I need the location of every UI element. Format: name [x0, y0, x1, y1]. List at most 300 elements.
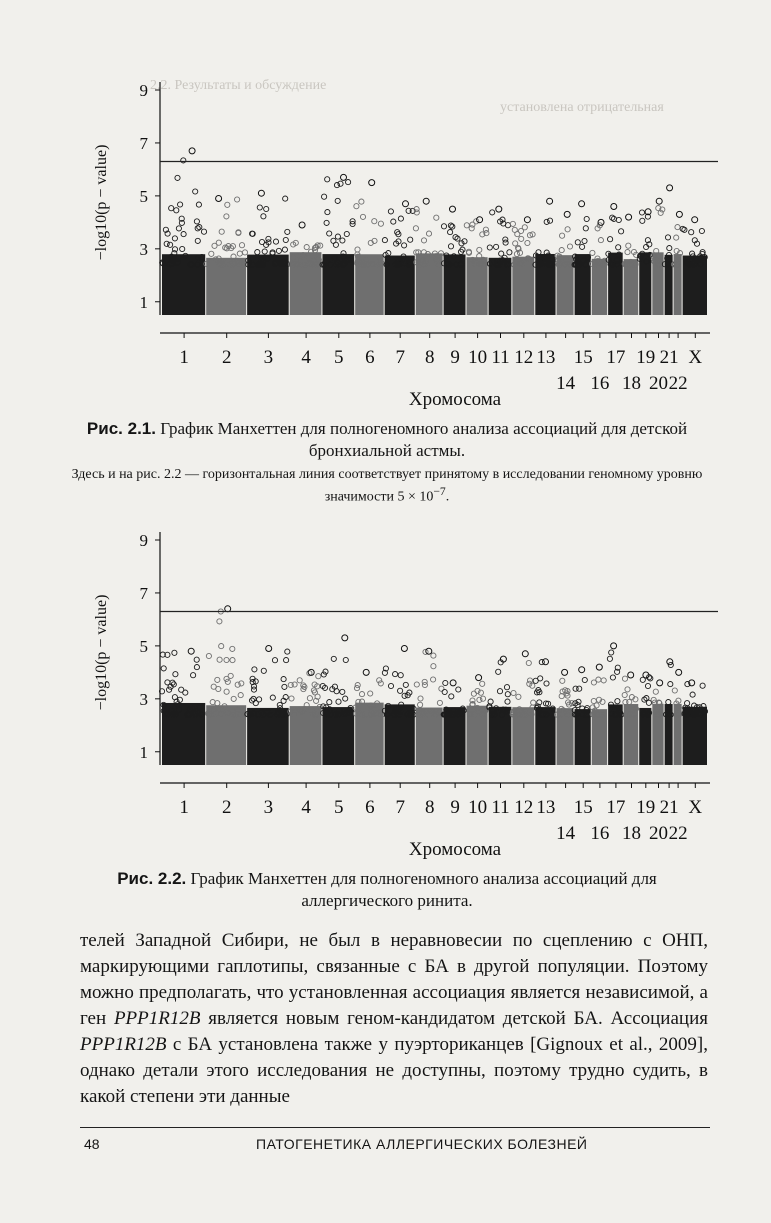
chromosome-12-peak	[524, 217, 530, 223]
chromosome-10-points	[467, 675, 488, 765]
chromosome-X-peak	[692, 217, 698, 223]
chromosome-18-points	[622, 214, 639, 315]
chromosome-7-points	[382, 201, 415, 315]
snp-point	[616, 245, 621, 250]
snp-point	[690, 692, 695, 697]
snp-point	[194, 665, 199, 670]
gene-name-1: PPP1R12B	[113, 1008, 201, 1029]
figure-2-2-caption	[62, 868, 712, 912]
snp-point	[403, 682, 408, 687]
snp-point	[297, 678, 302, 683]
snp-point	[183, 690, 188, 695]
snp-point	[398, 673, 403, 678]
snp-point	[668, 682, 673, 687]
chromosome-20-peak	[656, 198, 662, 204]
snp-point	[499, 251, 504, 256]
chromosome-10-points	[464, 217, 489, 315]
chromosome-17-peak	[611, 643, 617, 649]
snp-point	[175, 175, 180, 180]
snp-point	[388, 209, 393, 214]
chromosome-21-points	[662, 185, 674, 315]
snp-point	[172, 236, 177, 241]
chromosome-16-bulk	[592, 259, 607, 315]
snp-point	[494, 244, 499, 249]
chromosome-17-points	[606, 204, 624, 316]
chromosome-5-peak	[342, 635, 348, 641]
snp-point	[173, 672, 178, 677]
snp-point	[372, 219, 377, 224]
snp-point	[519, 236, 524, 241]
x-tick-label-15: 15	[573, 797, 593, 818]
snp-point	[292, 682, 297, 687]
chromosome-22-peak	[676, 669, 682, 675]
snp-point	[368, 691, 373, 696]
x-tick-label-19: 19	[636, 347, 656, 368]
snp-point	[359, 692, 364, 697]
snp-point	[680, 226, 685, 231]
chromosome-4-points	[288, 222, 322, 315]
snp-point	[477, 697, 482, 702]
snp-point	[181, 232, 186, 237]
snp-point	[335, 198, 340, 203]
snp-point	[483, 227, 488, 232]
snp-point	[261, 668, 266, 673]
snp-point	[449, 694, 454, 699]
x-tick-label-10: 10	[468, 347, 488, 368]
chromosome-9-points	[441, 206, 467, 315]
y-axis-label: −log10(p − value)	[93, 144, 110, 261]
chromosome-8-peak	[426, 648, 432, 654]
snp-point	[505, 692, 510, 697]
chromosome-15-peak	[579, 667, 585, 673]
snp-point	[391, 219, 396, 224]
x-tick-label-14: 14	[556, 373, 576, 394]
snp-point	[514, 251, 519, 256]
bleed-through-heading: 2.2. Результаты и обсуждение	[150, 78, 327, 93]
snp-point	[225, 202, 230, 207]
snp-point	[699, 228, 704, 233]
x-tick-label-7: 7	[395, 797, 405, 818]
chromosome-16-points	[590, 664, 607, 765]
snp-point	[217, 657, 222, 662]
snp-point	[172, 695, 177, 700]
body-text-part-3: с БА установлена также у пуэрториканцев [Gignoux et al., 2009], однако детали этого исследования не доступны, поэтому трудно судить, в какой степени эти данные	[80, 1034, 708, 1107]
snp-point	[257, 697, 262, 702]
snp-point	[622, 676, 627, 681]
snp-point	[488, 699, 493, 704]
snp-point	[354, 204, 359, 209]
snp-point	[480, 681, 485, 686]
chromosome-3-peak	[258, 190, 264, 196]
snp-point	[560, 233, 565, 238]
x-tick-label-6: 6	[365, 347, 375, 368]
snp-point	[531, 700, 536, 705]
snp-point	[611, 216, 616, 221]
snp-point	[316, 674, 321, 679]
snp-point	[477, 247, 482, 252]
snp-point	[282, 247, 287, 252]
snp-point	[283, 237, 288, 242]
x-tick-label-3: 3	[263, 347, 274, 368]
chromosome-9-peak	[450, 680, 456, 686]
x-tick-label-9: 9	[450, 347, 460, 368]
chromosome-16-peak	[596, 664, 602, 670]
snp-point	[645, 683, 650, 688]
snp-point	[547, 218, 552, 223]
snp-point	[480, 696, 485, 701]
snp-point	[331, 656, 336, 661]
chromosome-2-points	[206, 606, 248, 765]
y-tick-label: 3	[139, 689, 148, 709]
chromosome-5-points	[320, 174, 355, 315]
snp-point	[325, 177, 330, 182]
chromosome-14-peak	[562, 669, 568, 675]
snp-point	[439, 686, 444, 691]
chromosome-17-bulk	[608, 704, 623, 765]
chromosome-2-points	[204, 196, 248, 316]
x-tick-label-7: 7	[395, 347, 405, 368]
snp-point	[344, 231, 349, 236]
snp-point	[584, 216, 589, 221]
x-tick-label-20: 20	[649, 373, 668, 394]
manhattan-plot-2-svg	[60, 520, 720, 860]
snp-point	[667, 246, 672, 251]
chromosome-1-points	[160, 148, 207, 315]
snp-point	[437, 700, 442, 705]
snp-point	[168, 242, 173, 247]
chromosome-1-peak	[188, 648, 194, 654]
x-tick-label-1: 1	[179, 797, 189, 818]
chromosome-18-peak	[626, 214, 632, 220]
snp-point	[464, 223, 469, 228]
snp-point	[178, 202, 183, 207]
snp-point	[388, 683, 393, 688]
chromosome-3-bulk	[247, 255, 289, 315]
chromosome-21-peak	[667, 185, 673, 191]
snp-point	[257, 205, 262, 210]
chromosome-1-peak	[189, 148, 195, 154]
chromosome-16-points	[590, 219, 608, 315]
snp-point	[615, 699, 620, 704]
snp-point	[398, 688, 403, 693]
snp-point	[421, 238, 426, 243]
chromosome-11-points	[487, 206, 512, 315]
chromosome-18-points	[622, 672, 639, 765]
snp-point	[230, 658, 235, 663]
chromosome-17-peak	[611, 204, 617, 210]
chromosome-14-peak	[564, 211, 570, 217]
snp-point	[507, 250, 512, 255]
snp-point	[448, 230, 453, 235]
snp-point	[238, 693, 243, 698]
snp-point	[252, 667, 257, 672]
snp-point	[442, 689, 447, 694]
chromosome-17-points	[607, 643, 623, 765]
snp-point	[413, 226, 418, 231]
x-axis-label: Хромосома	[408, 389, 502, 410]
chromosome-4-points	[288, 669, 323, 765]
figure-note-exponent: −7	[433, 485, 446, 498]
chromosome-4-peak	[299, 222, 305, 228]
snp-point	[414, 682, 419, 687]
chromosome-X-points	[680, 217, 707, 315]
chromosome-7-peak	[401, 646, 407, 652]
snp-point	[590, 250, 595, 255]
chromosome-14-points	[555, 211, 574, 315]
snp-point	[622, 692, 627, 697]
snp-point	[426, 231, 431, 236]
running-title: ПАТОГЕНЕТИКА АЛЛЕРГИЧЕСКИХ БОЛЕЗНЕЙ	[256, 1136, 588, 1152]
snp-point	[161, 666, 166, 671]
snp-point	[239, 243, 244, 248]
chromosome-9-peak	[450, 206, 456, 212]
x-tick-label-21: 21	[659, 797, 679, 818]
chromosome-15-peak	[579, 201, 585, 207]
x-tick-label-5: 5	[334, 797, 344, 818]
snp-point	[490, 210, 495, 215]
body-paragraph	[80, 928, 708, 1110]
snp-point	[378, 681, 383, 686]
chromosome-8-peak	[423, 198, 429, 204]
snp-point	[560, 678, 565, 683]
chromosome-6-peak	[363, 669, 369, 675]
snp-point	[582, 677, 587, 682]
snp-point	[443, 680, 448, 685]
y-tick-label: 9	[139, 81, 148, 100]
snp-point	[418, 702, 423, 707]
snp-point	[272, 658, 277, 663]
y-tick-label: 5	[139, 186, 148, 206]
x-tick-label-11: 11	[491, 797, 510, 818]
snp-point	[217, 619, 222, 624]
snp-point	[169, 206, 174, 211]
chromosome-18-peak	[628, 672, 634, 678]
snp-point	[195, 238, 200, 243]
chromosome-12-bulk	[512, 257, 534, 315]
chromosome-3-points	[245, 646, 290, 766]
snp-point	[228, 673, 233, 678]
chromosome-12-points	[510, 651, 536, 765]
snp-point	[503, 237, 508, 242]
snp-point	[402, 243, 407, 248]
snp-point	[382, 238, 387, 243]
snp-point	[567, 244, 572, 249]
snp-point	[441, 224, 446, 229]
x-tick-label-13: 13	[536, 347, 556, 368]
snp-point	[264, 206, 269, 211]
snp-point	[336, 699, 341, 704]
snp-point	[496, 669, 501, 674]
x-tick-label-19: 19	[636, 797, 656, 818]
figure-2-1-text: График Манхеттен для полногеномного анализа ассоциаций для детской бронхиальной астмы.	[160, 419, 688, 460]
x-tick-label-2: 2	[221, 347, 232, 368]
snp-point	[172, 650, 177, 655]
snp-point	[176, 226, 181, 231]
snp-point	[251, 687, 256, 692]
chromosome-8-points	[414, 648, 444, 765]
snp-point	[471, 691, 476, 696]
chromosome-19-points	[637, 209, 652, 315]
snp-point	[255, 250, 260, 255]
chromosome-10-peak	[476, 675, 482, 681]
snp-point	[607, 656, 612, 661]
snp-point	[665, 235, 670, 240]
chromosome-13-peak	[543, 659, 549, 665]
y-tick-label: 1	[139, 742, 148, 762]
snp-point	[343, 657, 348, 662]
snp-point	[625, 687, 630, 692]
snp-point	[224, 689, 229, 694]
snp-point	[359, 199, 364, 204]
manhattan-plot-rhinitis	[60, 520, 720, 860]
x-tick-label-5: 5	[334, 347, 344, 368]
chromosome-13-points	[533, 198, 556, 315]
snp-point	[577, 686, 582, 691]
snp-point	[448, 223, 453, 228]
snp-point	[431, 664, 436, 669]
y-tick-label: 3	[139, 239, 148, 259]
x-tick-label-12: 12	[514, 797, 534, 818]
x-tick-label-18: 18	[622, 373, 641, 394]
page-number: 48	[84, 1136, 100, 1152]
figure-note-text: Здесь и на рис. 2.2 — горизонтальная линия соответствует принятому в исследовании геномному уровню значимости 5 × 10	[71, 467, 703, 505]
snp-point	[333, 242, 338, 247]
chromosome-22-peak	[676, 211, 682, 217]
chromosome-X-points	[682, 680, 708, 765]
snp-point	[431, 677, 436, 682]
gene-name-2: PPP1R12B	[80, 1034, 167, 1055]
snp-point	[565, 227, 570, 232]
snp-point	[212, 243, 217, 248]
snp-point	[625, 250, 630, 255]
x-tick-label-10: 10	[468, 797, 488, 818]
snp-point	[497, 689, 502, 694]
snp-point	[340, 689, 345, 694]
figure-note	[62, 466, 712, 506]
chromosome-19-points	[639, 672, 653, 765]
chromosome-11-points	[487, 656, 512, 765]
snp-point	[598, 238, 603, 243]
chromosome-7-peak	[403, 201, 409, 207]
snp-point	[195, 226, 200, 231]
x-tick-label-21: 21	[659, 347, 679, 368]
chromosome-20-points	[651, 680, 664, 765]
snp-point	[270, 695, 275, 700]
x-tick-label-22: 22	[668, 823, 688, 844]
snp-point	[516, 694, 521, 699]
snp-point	[559, 248, 564, 253]
x-tick-label-4: 4	[301, 347, 311, 368]
chromosome-5-points	[320, 635, 354, 765]
figure-2-2-text: График Манхеттен для полногеномного анализа ассоциаций для аллергического ринита.	[190, 869, 657, 910]
snp-point	[610, 675, 615, 680]
snp-point	[211, 684, 216, 689]
snp-point	[591, 680, 596, 685]
chromosome-10-peak	[477, 217, 483, 223]
chromosome-21-points	[664, 659, 674, 765]
snp-point	[224, 657, 229, 662]
x-tick-label-18: 18	[622, 823, 641, 844]
manhattan-plot-asthma	[60, 70, 720, 415]
snp-point	[456, 687, 461, 692]
bleed-through-text: установлена отрицательная	[500, 100, 664, 115]
snp-point	[674, 235, 679, 240]
snp-point	[393, 672, 398, 677]
snp-point	[616, 217, 621, 222]
snp-point	[525, 240, 530, 245]
snp-point	[181, 158, 186, 163]
chromosome-7-points	[382, 646, 416, 766]
snp-point	[219, 644, 224, 649]
snp-point	[601, 678, 606, 683]
snp-point	[231, 696, 236, 701]
snp-point	[511, 690, 516, 695]
snp-point	[206, 653, 211, 658]
snp-point	[325, 210, 330, 215]
chromosome-2-peak	[216, 196, 222, 202]
snp-point	[242, 250, 247, 255]
snp-point	[191, 673, 196, 678]
snp-point	[346, 180, 351, 185]
snp-point	[273, 239, 278, 244]
snp-point	[672, 688, 677, 693]
snp-point	[196, 202, 201, 207]
snp-point	[289, 696, 294, 701]
snp-point	[180, 246, 185, 251]
snp-point	[285, 229, 290, 234]
y-tick-label: 7	[139, 133, 148, 153]
snp-point	[282, 684, 287, 689]
x-tick-label-8: 8	[424, 797, 435, 818]
chromosome-20-points	[651, 198, 665, 315]
snp-point	[324, 220, 329, 225]
snp-point	[619, 229, 624, 234]
x-tick-label-4: 4	[301, 797, 311, 818]
footer-rule	[80, 1127, 710, 1128]
snp-point	[666, 700, 671, 705]
snp-point	[434, 215, 439, 220]
snp-point	[194, 219, 199, 224]
snp-point	[418, 696, 423, 701]
chromosome-6-points	[353, 669, 385, 765]
chromosome-9-points	[441, 680, 466, 765]
snp-point	[165, 680, 170, 685]
snp-point	[526, 660, 531, 665]
x-tick-label-X: X	[688, 347, 703, 368]
snp-point	[408, 237, 413, 242]
snp-point	[304, 245, 309, 250]
snp-point	[261, 214, 266, 219]
chromosome-5-peak	[341, 174, 347, 180]
snp-point	[510, 221, 515, 226]
x-tick-label-15: 15	[573, 347, 593, 368]
snp-point	[281, 677, 286, 682]
snp-point	[689, 230, 694, 235]
snp-point	[505, 699, 510, 704]
figure-note-end: .	[445, 489, 450, 505]
snp-point	[580, 244, 585, 249]
snp-point	[283, 196, 288, 201]
snp-point	[609, 650, 614, 655]
snp-point	[307, 696, 312, 701]
snp-point	[201, 229, 206, 234]
snp-point	[327, 231, 332, 236]
figure-2-1-caption	[62, 418, 712, 462]
snp-point	[235, 197, 240, 202]
chromosome-14-points	[555, 669, 575, 765]
snp-point	[224, 214, 229, 219]
chromosome-12-points	[510, 217, 535, 315]
